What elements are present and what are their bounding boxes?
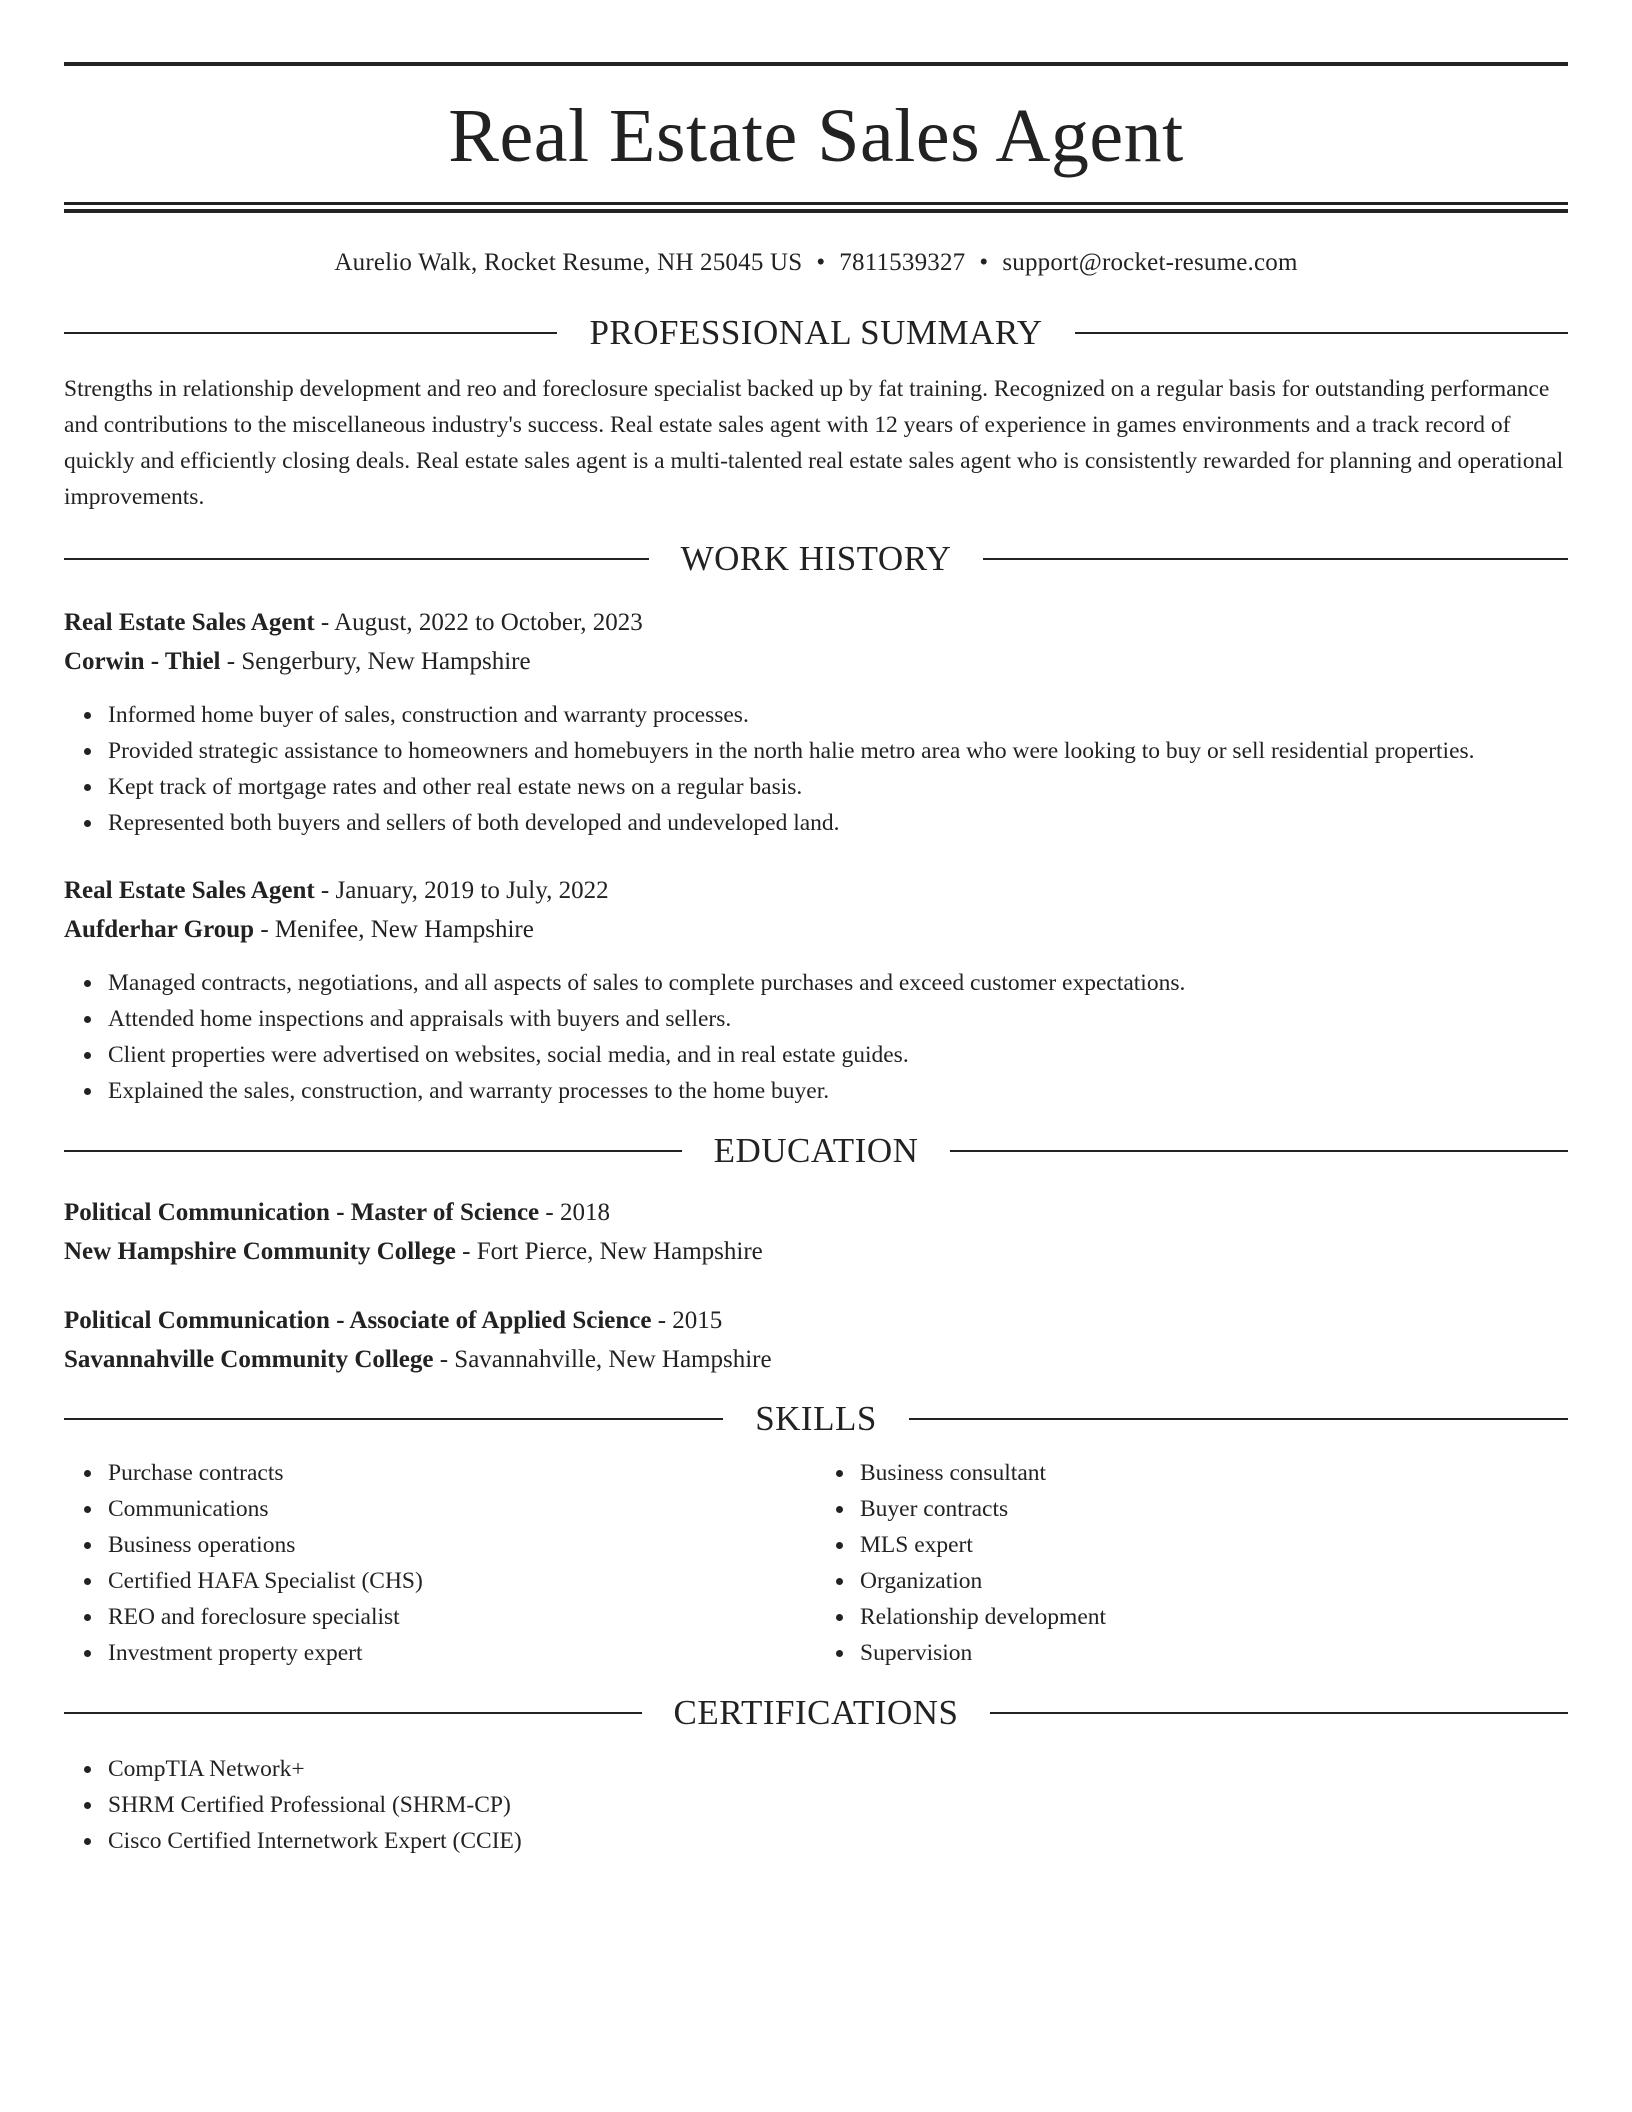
list-item: Attended home inspections and appraisals with buyers and sellers. [108,1001,1568,1037]
list-item: Buyer contracts [860,1491,1568,1527]
skills-bullets [64,1455,816,1671]
school-line [64,1340,1568,1379]
job-location: - Sengerbury, New Hampshire [220,648,531,675]
list-item: Cisco Certified Internetwork Expert (CCIE) [108,1823,1568,1859]
list-item: REO and foreclosure specialist [108,1599,816,1635]
list-item: Investment property expert [108,1635,816,1671]
school-line [64,1232,1568,1271]
list-item: Provided strategic assistance to homeowners and homebuyers in the north halie metro area who were looking to buy or sell residential properties. [108,733,1568,769]
job-company-line [64,910,1568,949]
skills-column-right [816,1445,1568,1671]
section-divider [990,1712,1568,1714]
degree: Political Communication - Associate of Applied Science [64,1307,652,1334]
section-divider [909,1418,1568,1420]
list-item: Managed contracts, negotiations, and all aspects of sales to complete purchases and exceed customer expectations. [108,965,1568,1001]
degree-year: - 2018 [539,1199,610,1226]
skills-section-header [64,1397,1568,1441]
school-location: - Fort Pierce, New Hampshire [455,1238,763,1265]
resume-title: Real Estate Sales Agent [448,94,1184,178]
degree: Political Communication - Master of Science [64,1199,540,1226]
section-title: SKILLS [755,1399,877,1438]
section-divider [64,332,557,334]
job-bullets [64,965,1568,1109]
skills-list [64,1445,1568,1671]
list-item: Explained the sales, construction, and warranty processes to the home buyer. [108,1073,1568,1109]
job-title: Real Estate Sales Agent [64,877,315,904]
certifications-section-header [64,1691,1568,1735]
job-dates: - August, 2022 to October, 2023 [314,609,643,636]
school: Savannahville Community College [64,1346,434,1373]
section-divider [64,558,649,560]
list-item: Communications [108,1491,816,1527]
section-divider [64,1150,682,1152]
job-title-line [64,603,1568,642]
list-item: MLS expert [860,1527,1568,1563]
list-item: Client properties were advertised on websites, social media, and in real estate guides. [108,1037,1568,1073]
job-bullets [64,697,1568,841]
contact-line [64,249,1568,277]
list-item: Represented both buyers and sellers of both developed and undeveloped land. [108,805,1568,841]
job-company: Aufderhar Group [64,916,255,943]
contact-address: Aurelio Walk, Rocket Resume, NH 25045 US [334,249,803,276]
work-section-header [64,537,1568,581]
section-divider [983,558,1568,560]
contact-email: support@rocket-resume.com [1002,249,1298,276]
education-section-header [64,1129,1568,1173]
summary-text: Strengths in relationship development and reo and foreclosure specialist backed up by fat training. Recognized on a regular basis for outstanding performance and contributions to the miscellaneous industry's success. Real estate sales agent with 12 years of experience in games environments and a track record of quickly and efficiently closing deals. Real estate sales agent is a multi-talented real estate sales agent who is consistently rewarded for planning and operational improvements. [64,376,1564,510]
certifications-list [64,1751,1568,1859]
job-company-line [64,642,1568,681]
school: New Hampshire Community College [64,1238,456,1265]
section-title: PROFESSIONAL SUMMARY [589,313,1043,352]
list-item: SHRM Certified Professional (SHRM-CP) [108,1787,1568,1823]
section-title: CERTIFICATIONS [673,1693,959,1732]
job-company: Corwin - Thiel [64,648,221,675]
list-item: Organization [860,1563,1568,1599]
list-item: Business operations [108,1527,816,1563]
section-title: EDUCATION [713,1131,919,1170]
top-rule [64,62,1568,66]
contact-separator: • [816,249,826,276]
list-item: Relationship development [860,1599,1568,1635]
certifications-bullets [64,1751,1568,1859]
degree-line [64,1193,1568,1232]
degree-line [64,1301,1568,1340]
section-divider [1075,332,1568,334]
education-entry [64,1193,1568,1271]
title-double-rule [64,202,1568,213]
section-divider [64,1418,723,1420]
list-item: CompTIA Network+ [108,1751,1568,1787]
list-item: Informed home buyer of sales, construction and warranty processes. [108,697,1568,733]
contact-separator: • [979,249,989,276]
degree-year: - 2015 [651,1307,723,1334]
section-title: WORK HISTORY [680,539,952,578]
list-item: Certified HAFA Specialist (CHS) [108,1563,816,1599]
job-title-line [64,871,1568,910]
job-title: Real Estate Sales Agent [64,609,315,636]
skills-column-left [64,1445,816,1671]
list-item: Kept track of mortgage rates and other real estate news on a regular basis. [108,769,1568,805]
contact-phone: 7811539327 [839,249,966,276]
summary-section-header [64,311,1568,355]
list-item: Purchase contracts [108,1455,816,1491]
section-divider [950,1150,1568,1152]
job-location: - Menifee, New Hampshire [254,916,534,943]
work-entry [64,871,1568,1109]
list-item: Business consultant [860,1455,1568,1491]
work-entry [64,603,1568,841]
education-entry [64,1301,1568,1379]
school-location: - Savannahville, New Hampshire [433,1346,772,1373]
job-dates: - January, 2019 to July, 2022 [314,877,609,904]
section-divider [64,1712,642,1714]
skills-bullets [816,1455,1568,1671]
list-item: Supervision [860,1635,1568,1671]
